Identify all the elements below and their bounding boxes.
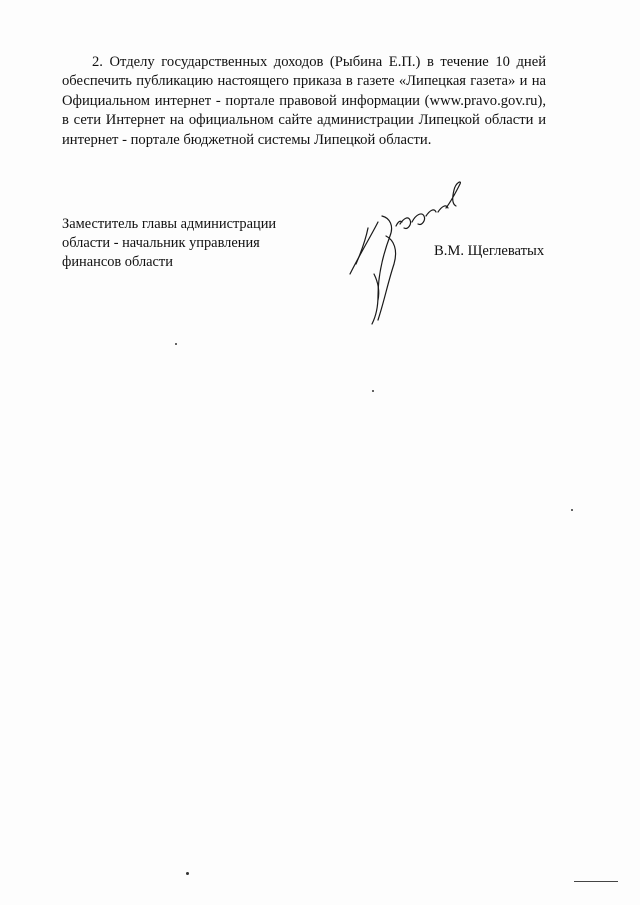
signatory-name: В.М. Щеглеватых xyxy=(434,243,545,259)
signatory-title-line-1: Заместитель главы администрации xyxy=(62,216,277,232)
signatory-title xyxy=(62,215,322,271)
signatory-title-line-3: финансов области xyxy=(62,253,173,270)
publication-instruction-paragraph: 2. Отделу государственных доходов (Рыбина Е.П.) в течение 10 дней обеспечить публикацию настоящего приказа в газете «Липецкая газета» и на Официальном интернет - портале правовой информации (www.pravo.gov.ru), в сети Интернет на официальном сайте администрации Липецкой области и интернет - портале бюджетной системы Липецкой области. xyxy=(62,54,546,148)
scan-speck xyxy=(571,509,573,511)
scan-speck xyxy=(372,390,374,392)
scan-speck xyxy=(186,872,189,875)
footer-rule xyxy=(574,881,618,882)
signatory-title-line-2: области - начальник управления xyxy=(62,234,260,251)
scan-speck xyxy=(175,343,177,345)
